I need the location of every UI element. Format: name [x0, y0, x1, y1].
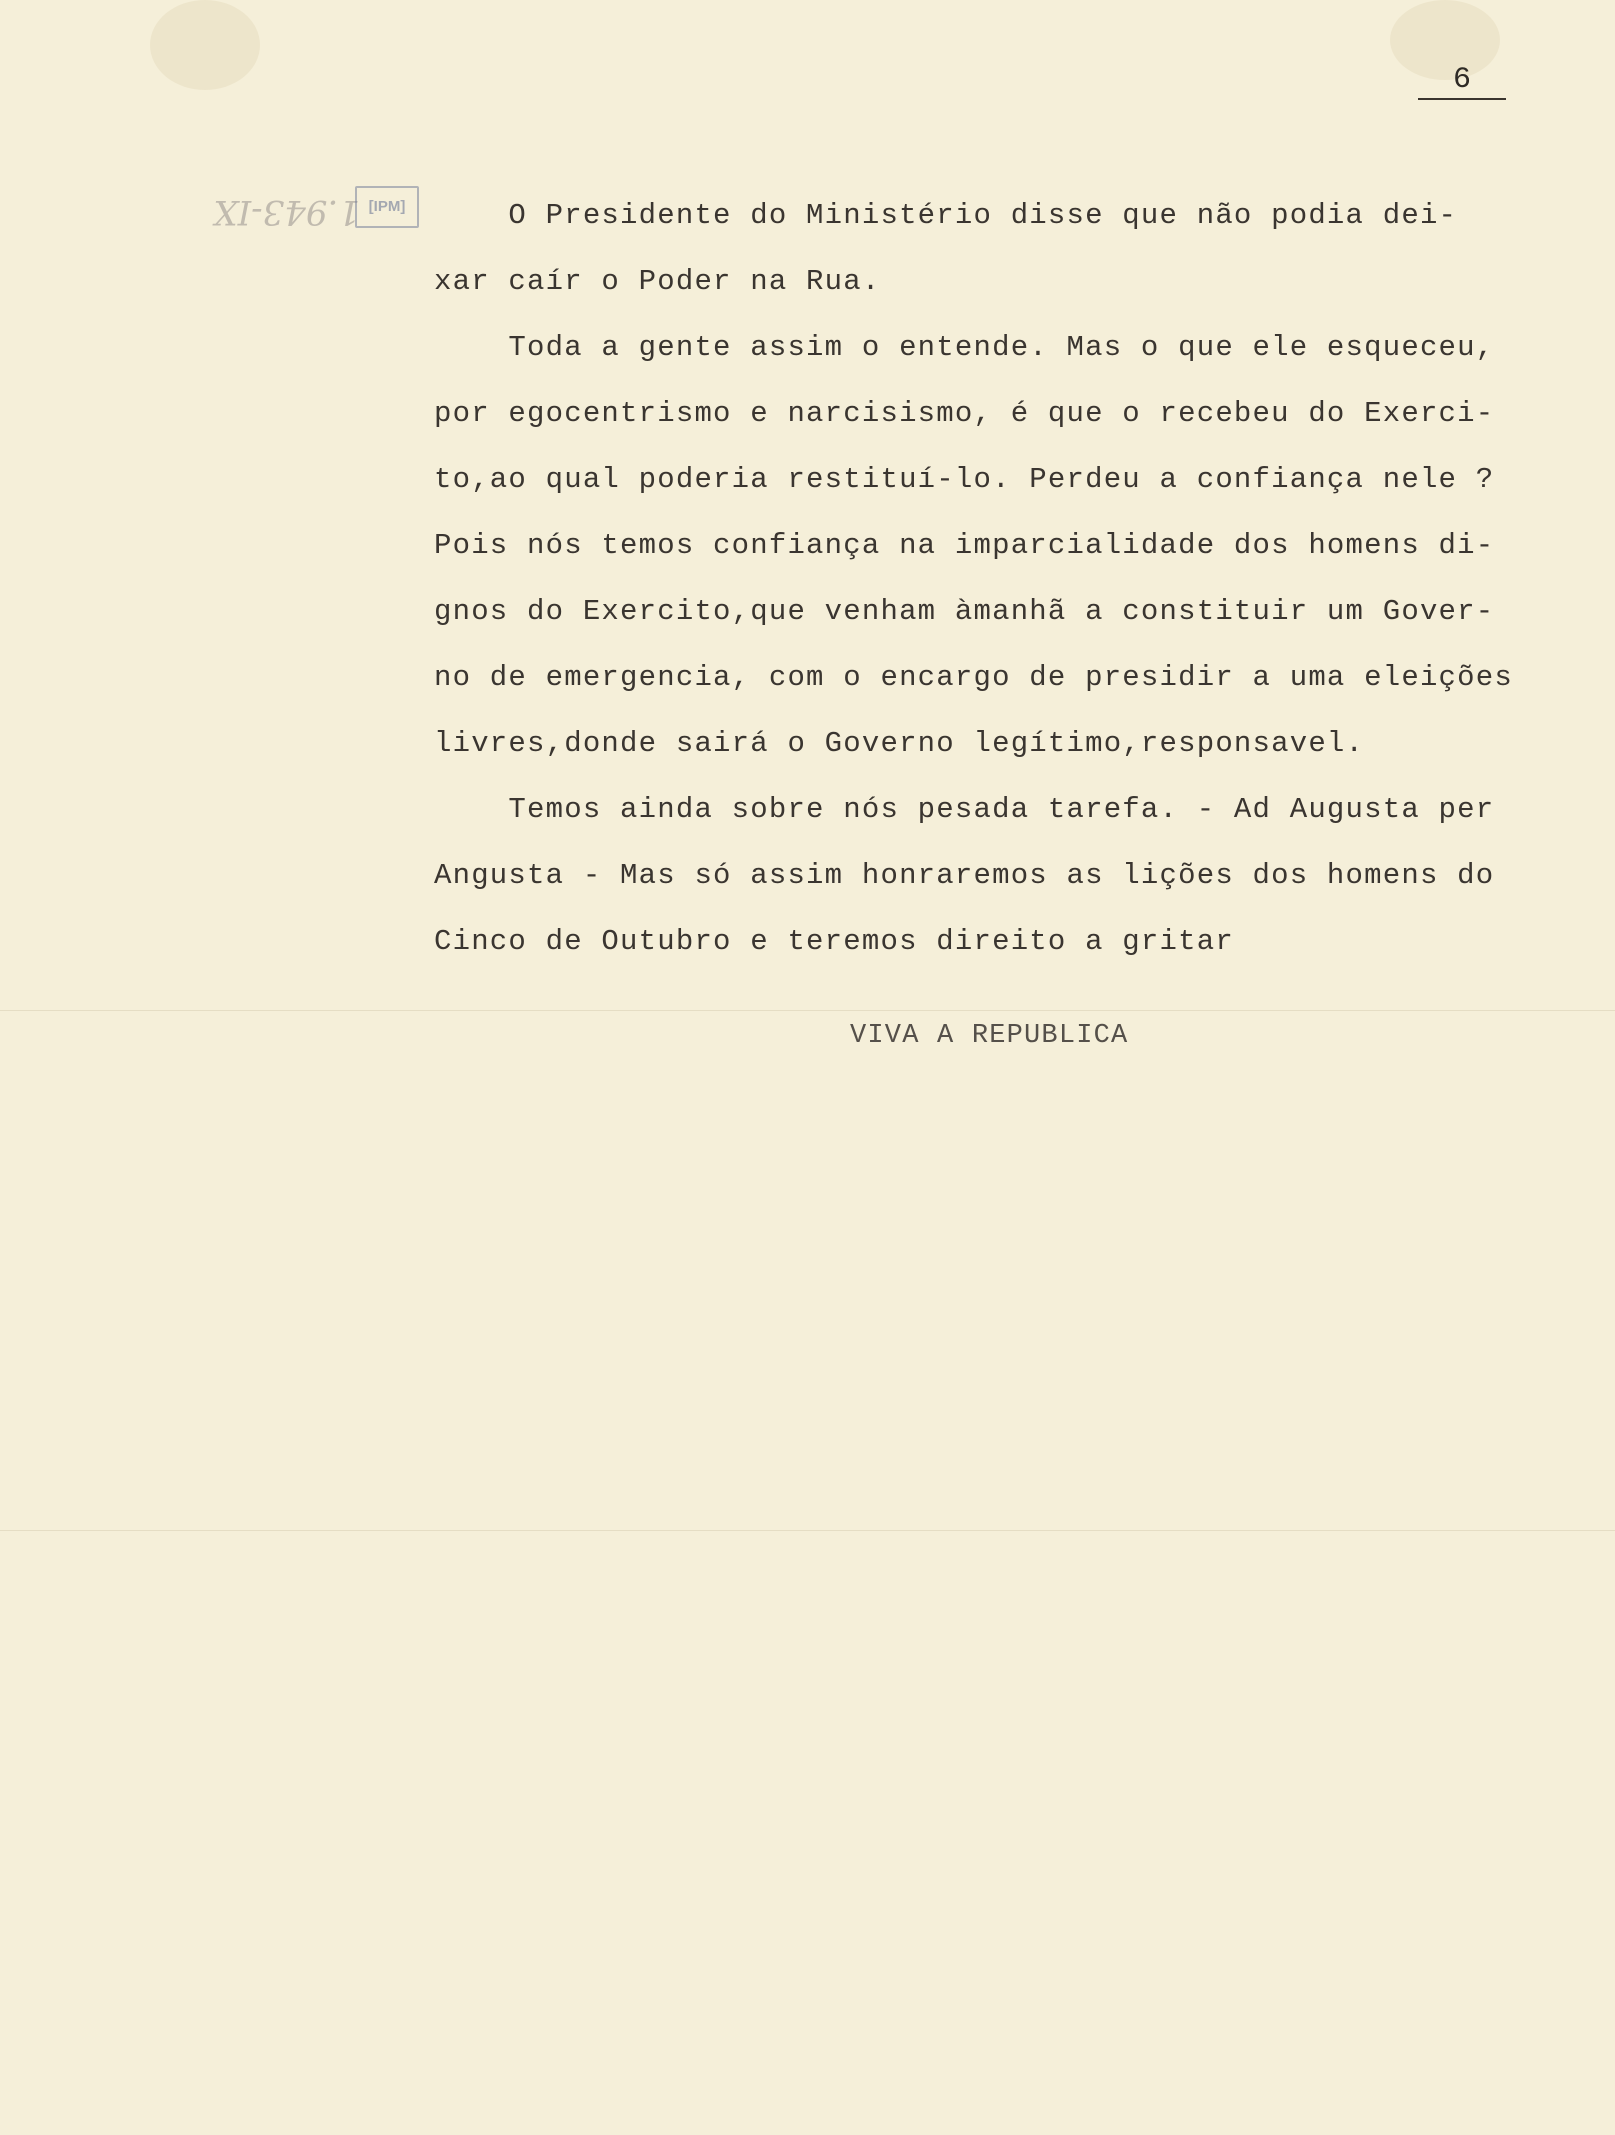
text-line: livres,donde sairá o Governo legítimo,responsavel. [434, 727, 1365, 760]
paper-stain [150, 0, 260, 90]
archive-stamp: [IPM] [355, 186, 419, 228]
text-line: Pois nós temos confiança na imparcialidade dos homens di- [434, 529, 1495, 562]
closing-line: VIVA A REPUBLICA [850, 1021, 1129, 1051]
paper-fold [0, 1530, 1615, 1531]
archive-reference: 1.943-IX [213, 192, 360, 232]
page-number: 6 [1418, 62, 1506, 100]
text-line: to,ao qual poderia restituí-lo. Perdeu a confiança nele ? [434, 463, 1495, 496]
text-line: O Presidente do Ministério disse que não podia dei- [434, 199, 1458, 232]
paper-fold [0, 1010, 1615, 1011]
text-line: Toda a gente assim o entende. Mas o que ele esqueceu, [434, 331, 1495, 364]
text-line: Angusta - Mas só assim honraremos as lições dos homens do [434, 859, 1495, 892]
text-line: Cinco de Outubro e teremos direito a gritar [434, 925, 1234, 958]
text-line: xar caír o Poder na Rua. [434, 265, 881, 298]
text-line: por egocentrismo e narcisismo, é que o recebeu do Exerci- [434, 397, 1495, 430]
text-line: gnos do Exercito,que venham àmanhã a constituir um Gover- [434, 595, 1495, 628]
text-line: no de emergencia, com o encargo de presidir a uma eleições [434, 661, 1513, 694]
text-line: Temos ainda sobre nós pesada tarefa. - Ad Augusta per [434, 793, 1495, 826]
